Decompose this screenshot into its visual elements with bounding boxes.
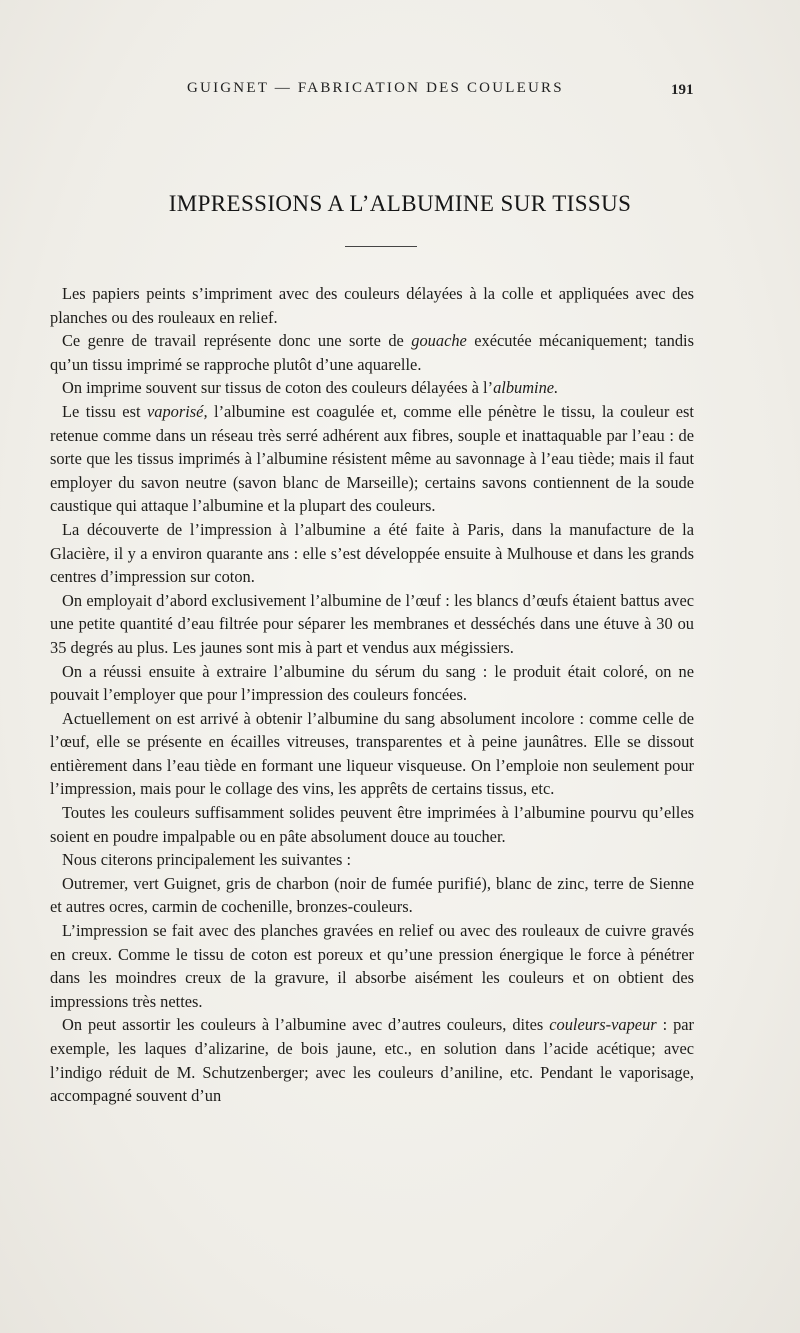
title-divider-rule — [345, 246, 417, 247]
paragraph-text: Nous citerons principalement les suivantes : — [62, 850, 352, 870]
italic-text: gouache — [411, 331, 467, 351]
body-text — [50, 282, 694, 1108]
italic-text: albumine. — [493, 378, 559, 398]
paragraph-text: On employait d’abord exclusivement l’albumine de l’œuf : les blancs d’œufs étaient battus avec une petite quantité d’eau filtrée pour séparer les membranes et desséchés dans une étuve à 30 ou 35 degrés au plus. Les jaunes sont mis à part et vendus aux mégissiers. — [50, 590, 694, 657]
paragraph-text: La découverte de l’impression à l’albumine a été faite à Paris, dans la manufacture de la Glacière, il y a environ quarante ans : elle s’est développée ensuite à Mulhouse et dans les grands centres d’impression sur coton. — [50, 519, 694, 587]
paragraph — [50, 1013, 694, 1107]
paragraph-text: exécutée mécaniquement; tandis qu’un tissu imprimé se rapproche plutôt d’une aquarelle. — [50, 331, 694, 374]
paragraph-text: Toutes les couleurs suffisamment solides peuvent être imprimées à l’albumine pourvu qu’elles soient en poudre impalpable ou en pâte absolument douce au toucher. — [50, 803, 694, 846]
paragraph — [50, 400, 694, 518]
paragraph — [50, 872, 694, 919]
paragraph-text: : par exemple, les laques d’alizarine, de bois jaune, etc., en solution dans l’acide acétique; avec l’indigo réduit de M. Schutzenberger; avec les couleurs d’aniline, etc. Pendant le vaporisage, accompagné souvent d’un — [50, 1015, 694, 1106]
paragraph-text: On imprime souvent sur tissus de coton des couleurs délayées à l’ — [62, 378, 494, 398]
paragraph-text: Ce genre de travail représente donc une sorte de — [62, 331, 412, 351]
paragraph-text: On peut assortir les couleurs à l’albumine avec d’autres couleurs, dites — [62, 1015, 550, 1035]
italic-text: vaporisé, — [147, 401, 208, 421]
paragraph-text: Les papiers peints s’impriment avec des couleurs délayées à la colle et appliquées avec des planches ou des rouleaux en relief. — [50, 284, 694, 327]
paragraph — [50, 589, 694, 660]
paragraph — [50, 660, 694, 707]
paragraph-text: Outremer, vert Guignet, gris de charbon (noir de fumée purifié), blanc de zinc, terre de Sienne et autres ocres, carmin de cochenille, bronzes-couleurs. — [50, 873, 694, 917]
paragraph-text: Le tissu est — [62, 401, 147, 421]
paragraph — [50, 282, 694, 329]
chapter-title: IMPRESSIONS A L’ALBUMINE SUR TISSUS — [168, 191, 632, 216]
paragraph-text: On a réussi ensuite à extraire l’albumine du sérum du sang : le produit était coloré, on ne pouvait l’employer que pour l’impression des couleurs foncées. — [50, 661, 694, 705]
paragraph — [50, 518, 694, 589]
italic-text: couleurs-vapeur — [549, 1015, 657, 1035]
paragraph — [50, 707, 694, 801]
page-number: 191 — [671, 82, 694, 98]
paragraph — [50, 376, 694, 400]
paragraph — [50, 801, 694, 848]
paragraph — [50, 919, 694, 1013]
paragraph — [50, 848, 694, 872]
paragraph — [50, 329, 694, 376]
paragraph-text: Actuellement on est arrivé à obtenir l’albumine du sang absolument incolore : comme celle de l’œuf, elle se présente en écailles vitreuses, transparentes et à peine jaunâtres. Elle se dissout entièrement dans l’eau tiède en formant une liqueur visqueuse. On l’emploie non seulement pour l’impression, mais pour le collage des vins, les apprêts de certains tissus, etc. — [50, 708, 694, 799]
running-title: GUIGNET — FABRICATION DES COULEURS — [187, 80, 564, 96]
paragraph-text: L’impression se fait avec des planches gravées en relief ou avec des rouleaux de cuivre gravés en creux. Comme le tissu de coton est poreux et qu’une pression énergique le force à pénétrer dans les moindres creux de la gravure, il absorbe aisément les couleurs et on obtient des impressions très nettes. — [50, 921, 694, 1011]
paragraph-text: l’albumine est coagulée et, comme elle pénètre le tissu, la couleur est retenue comme dans un réseau très serré adhérent aux fibres, souple et inattaquable par l’eau : de sorte que les tissus imprimés à l’albumine résistent même au savonnage à l’eau tiède; mais il faut employer du savon neutre (savon blanc de Marseille); certains savons contiennent de la soude caustique qui attaque l’albumine et la plupart des couleurs. — [50, 401, 694, 516]
running-head — [0, 80, 800, 104]
